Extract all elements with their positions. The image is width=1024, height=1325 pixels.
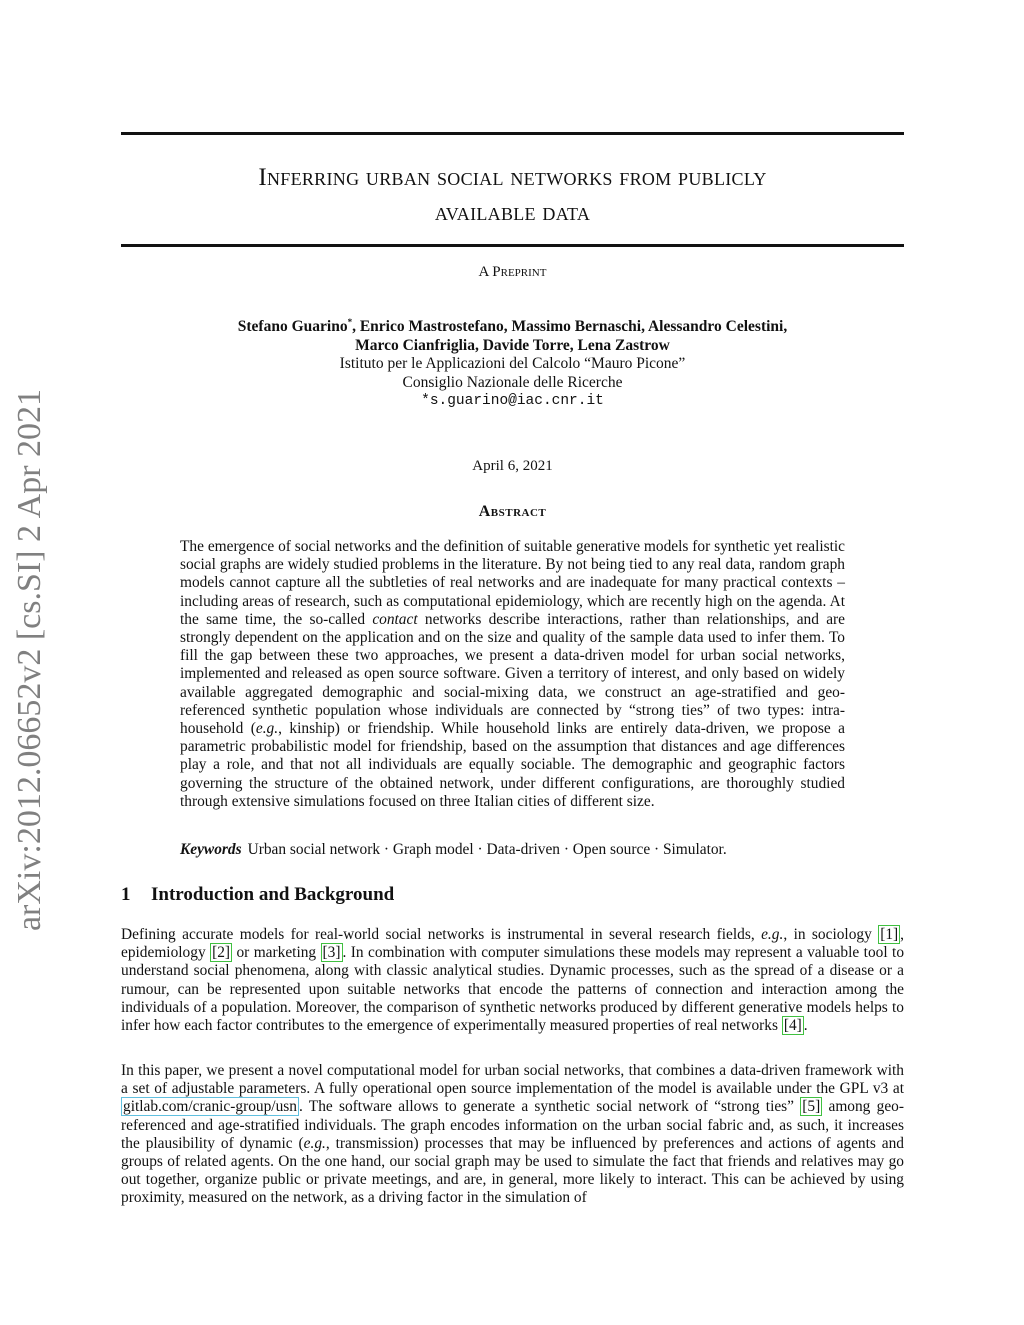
paper-title (121, 160, 904, 230)
p2-text-3: among geo-referenced and age-stratified individuals. The graph encodes information on the urban social fabric and, as such, it increases the plausibility of dynamic ( (121, 1098, 904, 1152)
section-title: Introduction and Background (151, 884, 395, 905)
author-line-2: Marco Cianfriglia, Davide Torre, Lena Zastrow (355, 336, 670, 354)
p1-eg: e.g. (761, 926, 784, 943)
keywords-text: Urban social network · Graph model · Data-driven · Open source · Simulator. (247, 841, 727, 858)
section-heading (121, 884, 394, 906)
abstract-heading: Abstract (478, 503, 547, 520)
p2-text-2: . The software allows to generate a synthetic social network of “strong ties” (298, 1098, 801, 1116)
p2-text-1: In this paper, we present a novel computational model for urban social networks, that combines a data-driven framework with a set of adjustable parameters. A fully operational open source implementation of the model is available under the GPL v3 at (121, 1062, 904, 1098)
keywords-line (180, 841, 845, 859)
section-number: 1 (121, 884, 131, 905)
intro-paragraph-1 (121, 926, 904, 1035)
affiliation-1: Istituto per le Applicazioni del Calcolo “Mauro Picone” (339, 355, 686, 372)
author-email[interactable]: *s.guarino@iac.cnr.it (421, 393, 604, 409)
title-rule-bottom (121, 244, 904, 247)
p2-eg: e.g. (303, 1134, 326, 1152)
keywords-label: Keywords (180, 841, 242, 858)
intro-paragraph-2 (121, 1062, 904, 1208)
affiliation-2: Consiglio Nazionale delle Ricerche (402, 373, 623, 391)
abstract-part-3: , kinship) or friendship. While household links are entirely data-driven, we propose a parametric probabilistic model for friendship, based on the assumption that distances and age differences play a role, and that not all individuals are equally sociable. The demographic and geographic factors governing the structure of the obtained network, under different configurations, are thoroughly studied through extensive simulations focused on three Italian cities of different size. (180, 720, 845, 810)
citation-4[interactable]: [4] (783, 1017, 802, 1035)
arxiv-identifier: arXiv:2012.06652v2 [cs.SI] 2 Apr 2021 (11, 388, 48, 932)
p1-text-3: , epidemiology (121, 926, 905, 962)
citation-2[interactable]: [2] (212, 944, 231, 962)
title-line-1: Inferring urban social networks from publicly (258, 164, 767, 191)
title-line-2: available data (434, 199, 591, 226)
p2-text-4: , transmission) processes that may be influenced by preferences and actions of agents and groups of related agents. On the one hand, our social graph may be used to simulate the fact that friends and relatives may go out together, organize public or private meetings, and are, in general, more likely to interact. This can be achieved by using proximity, measured on the network, as a driving factor in the simulation of (121, 1134, 904, 1207)
abstract-part-1: The emergence of social networks and the definition of suitable generative models for synthetic yet realistic social graphs are widely studied problems in the literature. By not being tied to any real data, random graph models cannot capture all the subtleties of real networks and are inadequate for many practical contexts – including areas of research, such as computational epidemiology, which are recently high on the agenda. At the same time, the so-called (180, 538, 845, 628)
author-line-1 (121, 318, 904, 337)
p1-text-6: . (803, 1017, 808, 1035)
p1-text-4: or marketing (232, 944, 321, 962)
p1-text-5: . In combination with computer simulations these models may represent a valuable tool to understand social phenomena, along with classic analytical studies. Dynamic processes, such as the spread of a disease or a rumour, can be represented upon suitable networks that encode the patterns of connection and interaction among the individuals of a population. Moreover, the comparison of synthetic networks produced by different generative models helps to infer how each factor contributes to the emergence of experimentally measured properties of real networks (121, 944, 905, 1035)
p1-text-2: , in sociology (783, 926, 879, 943)
citation-5[interactable]: [5] (802, 1098, 821, 1116)
preprint-label: A Preprint (478, 264, 547, 280)
co-authors-1: , Enrico Mastrostefano, Massimo Bernaschi, Alessandro Celestini, (352, 318, 788, 335)
abstract-text (180, 538, 845, 811)
abstract-part-2: networks describe interactions, rather than relationships, and are strongly dependent on the application and on the size and quality of the sample data used to infer them. To fill the gap between these two approaches, we present a data-driven model for urban social networks, implemented and released as open source software. Given a territory of interest, and only based on widely available aggregated demographic and social-mixing data, we construct an age-stratified and geo-referenced synthetic population whose individuals are connected by “strong ties” of two types: intra-household ( (180, 610, 845, 738)
abstract-contact-word: contact (372, 610, 418, 628)
author-block (121, 318, 904, 411)
title-rule-top (121, 132, 904, 135)
citation-3[interactable]: [3] (322, 944, 341, 962)
arxiv-sidebar (10, 380, 50, 940)
paper-date: April 6, 2021 (472, 458, 553, 474)
p1-text-1: Defining accurate models for real-world social networks is instrumental in several research fields, (121, 926, 762, 943)
citation-1[interactable]: [1] (880, 926, 899, 943)
gitlab-link[interactable]: gitlab.com/cranic-group/usn (123, 1098, 297, 1116)
abstract-eg: e.g. (255, 720, 279, 738)
corresponding-marker: * (347, 316, 353, 327)
lead-author: Stefano Guarino (237, 318, 348, 335)
